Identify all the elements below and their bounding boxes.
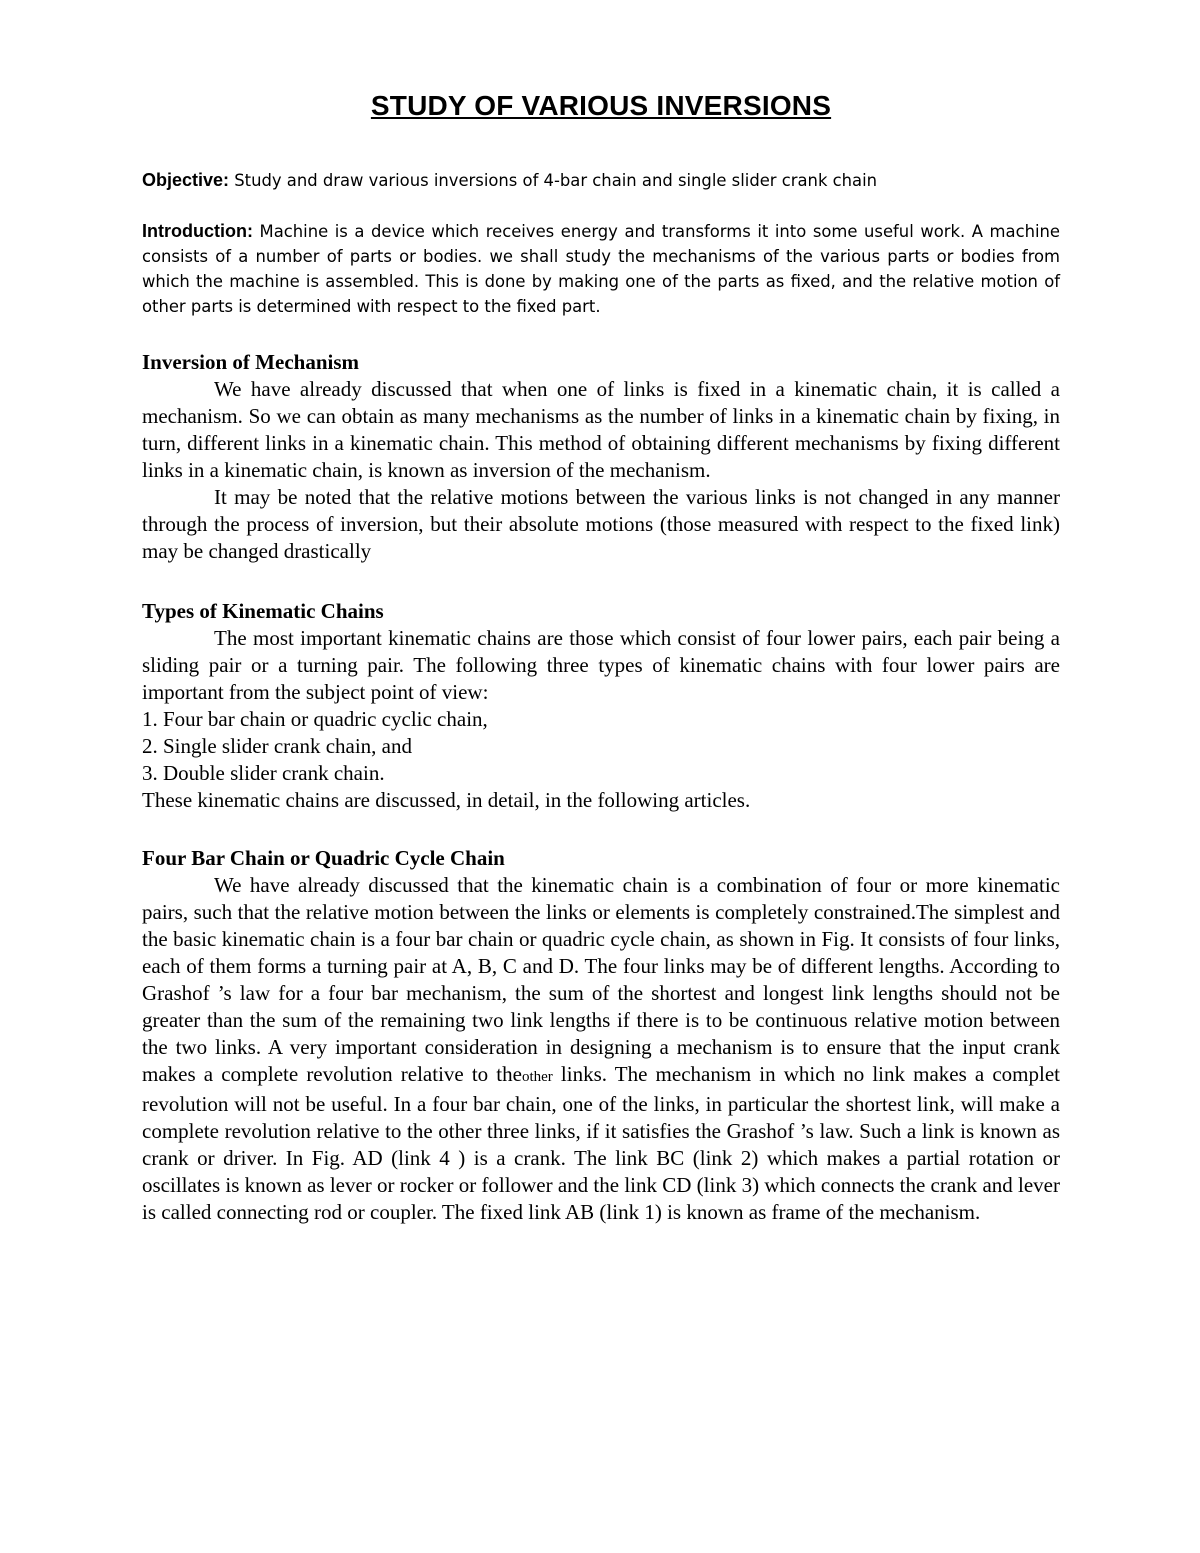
fourbar-text-part-2: links. The mechanism in which no link makes a complet revolution will not be useful. In a four bar chain, one of the links, in particular the shortest link, will make a complete revolution relative to the other three links, if it satisfies the Grashof ’s law. Such a link is known as crank or driver. In Fig. AD (link 4 ) is a crank. The link BC (link 2) which makes a partial rotation or oscillates is known as lever or rocker or follower and the link CD (link 3) which connects the crank and lever is called connecting rod or coupler. The fixed link AB (link 1) is known as frame of the mechanism. xyxy=(142,1062,1061,1224)
introduction-label: Introduction: xyxy=(142,221,253,241)
types-section xyxy=(142,598,1060,814)
objective-label: Objective: xyxy=(142,170,230,190)
fourbar-small-word: other xyxy=(521,1069,553,1085)
fourbar-section xyxy=(142,845,1060,1226)
objective-text: Study and draw various inversions of 4-bar chain and single slider crank chain xyxy=(229,171,878,190)
document-page xyxy=(142,88,1060,1226)
document-title: STUDY OF VARIOUS INVERSIONS xyxy=(370,90,832,121)
introduction-paragraph xyxy=(142,219,1060,319)
fourbar-heading: Four Bar Chain or Quadric Cycle Chain xyxy=(142,846,505,870)
types-heading: Types of Kinematic Chains xyxy=(142,599,384,623)
types-list-item-1: 1. Four bar chain or quadric cyclic chain, xyxy=(142,707,488,731)
types-paragraph: The most important kinematic chains are those which consist of four lower pairs, each pair being a sliding pair or a turning pair. The following three types of kinematic chains with four lower pairs are important from the subject point of view: xyxy=(142,626,1060,704)
types-closing-line: These kinematic chains are discussed, in detail, in the following articles. xyxy=(142,788,751,812)
fourbar-paragraph xyxy=(142,872,1060,1226)
inversion-heading: Inversion of Mechanism xyxy=(142,350,359,374)
inversion-paragraph-1: We have already discussed that when one of links is fixed in a kinematic chain, it is called a mechanism. So we can obtain as many mechanisms as the number of links in a kinematic chain by fixing, in turn, different links in a kinematic chain. This method of obtaining different mechanisms by fixing different links in a kinematic chain, is known as inversion of the mechanism. xyxy=(142,377,1060,482)
types-list-item-2: 2. Single slider crank chain, and xyxy=(142,734,413,758)
inversion-paragraph-2: It may be noted that the relative motions between the various links is not changed in any manner through the process of inversion, but their absolute motions (those measured with respect to the fixed link) may be changed drastically xyxy=(142,485,1060,563)
types-list-item-3: 3. Double slider crank chain. xyxy=(142,761,385,785)
inversion-section xyxy=(142,349,1060,565)
fourbar-text-part-1: We have already discussed that the kinematic chain is a combination of four or more kinematic pairs, such that the relative motion between the links or elements is completely constrained.The simplest and the basic kinematic chain is a four bar chain or quadric cycle chain, as shown in Fig. It consists of four links, each of them forms a turning pair at A, B, C and D. The four links may be of different lengths. According to Grashof ’s law for a four bar mechanism, the sum of the shortest and longest link lengths should not be greater than the sum of the remaining two link lengths if there is to be continuous relative motion between the two links. A very important consideration in designing a mechanism is to ensure that the input crank makes a complete revolution relative to the xyxy=(142,873,1060,1086)
introduction-text: Machine is a device which receives energy and transforms it into some useful work. A machine consists of a number of parts or bodies. we shall study the mechanisms of the various parts or bodies from which the machine is assembled. This is done by making one of the parts as fixed, and the relative motion of other parts is determined with respect to the fixed part. xyxy=(142,222,1060,316)
objective-paragraph xyxy=(142,168,1060,193)
